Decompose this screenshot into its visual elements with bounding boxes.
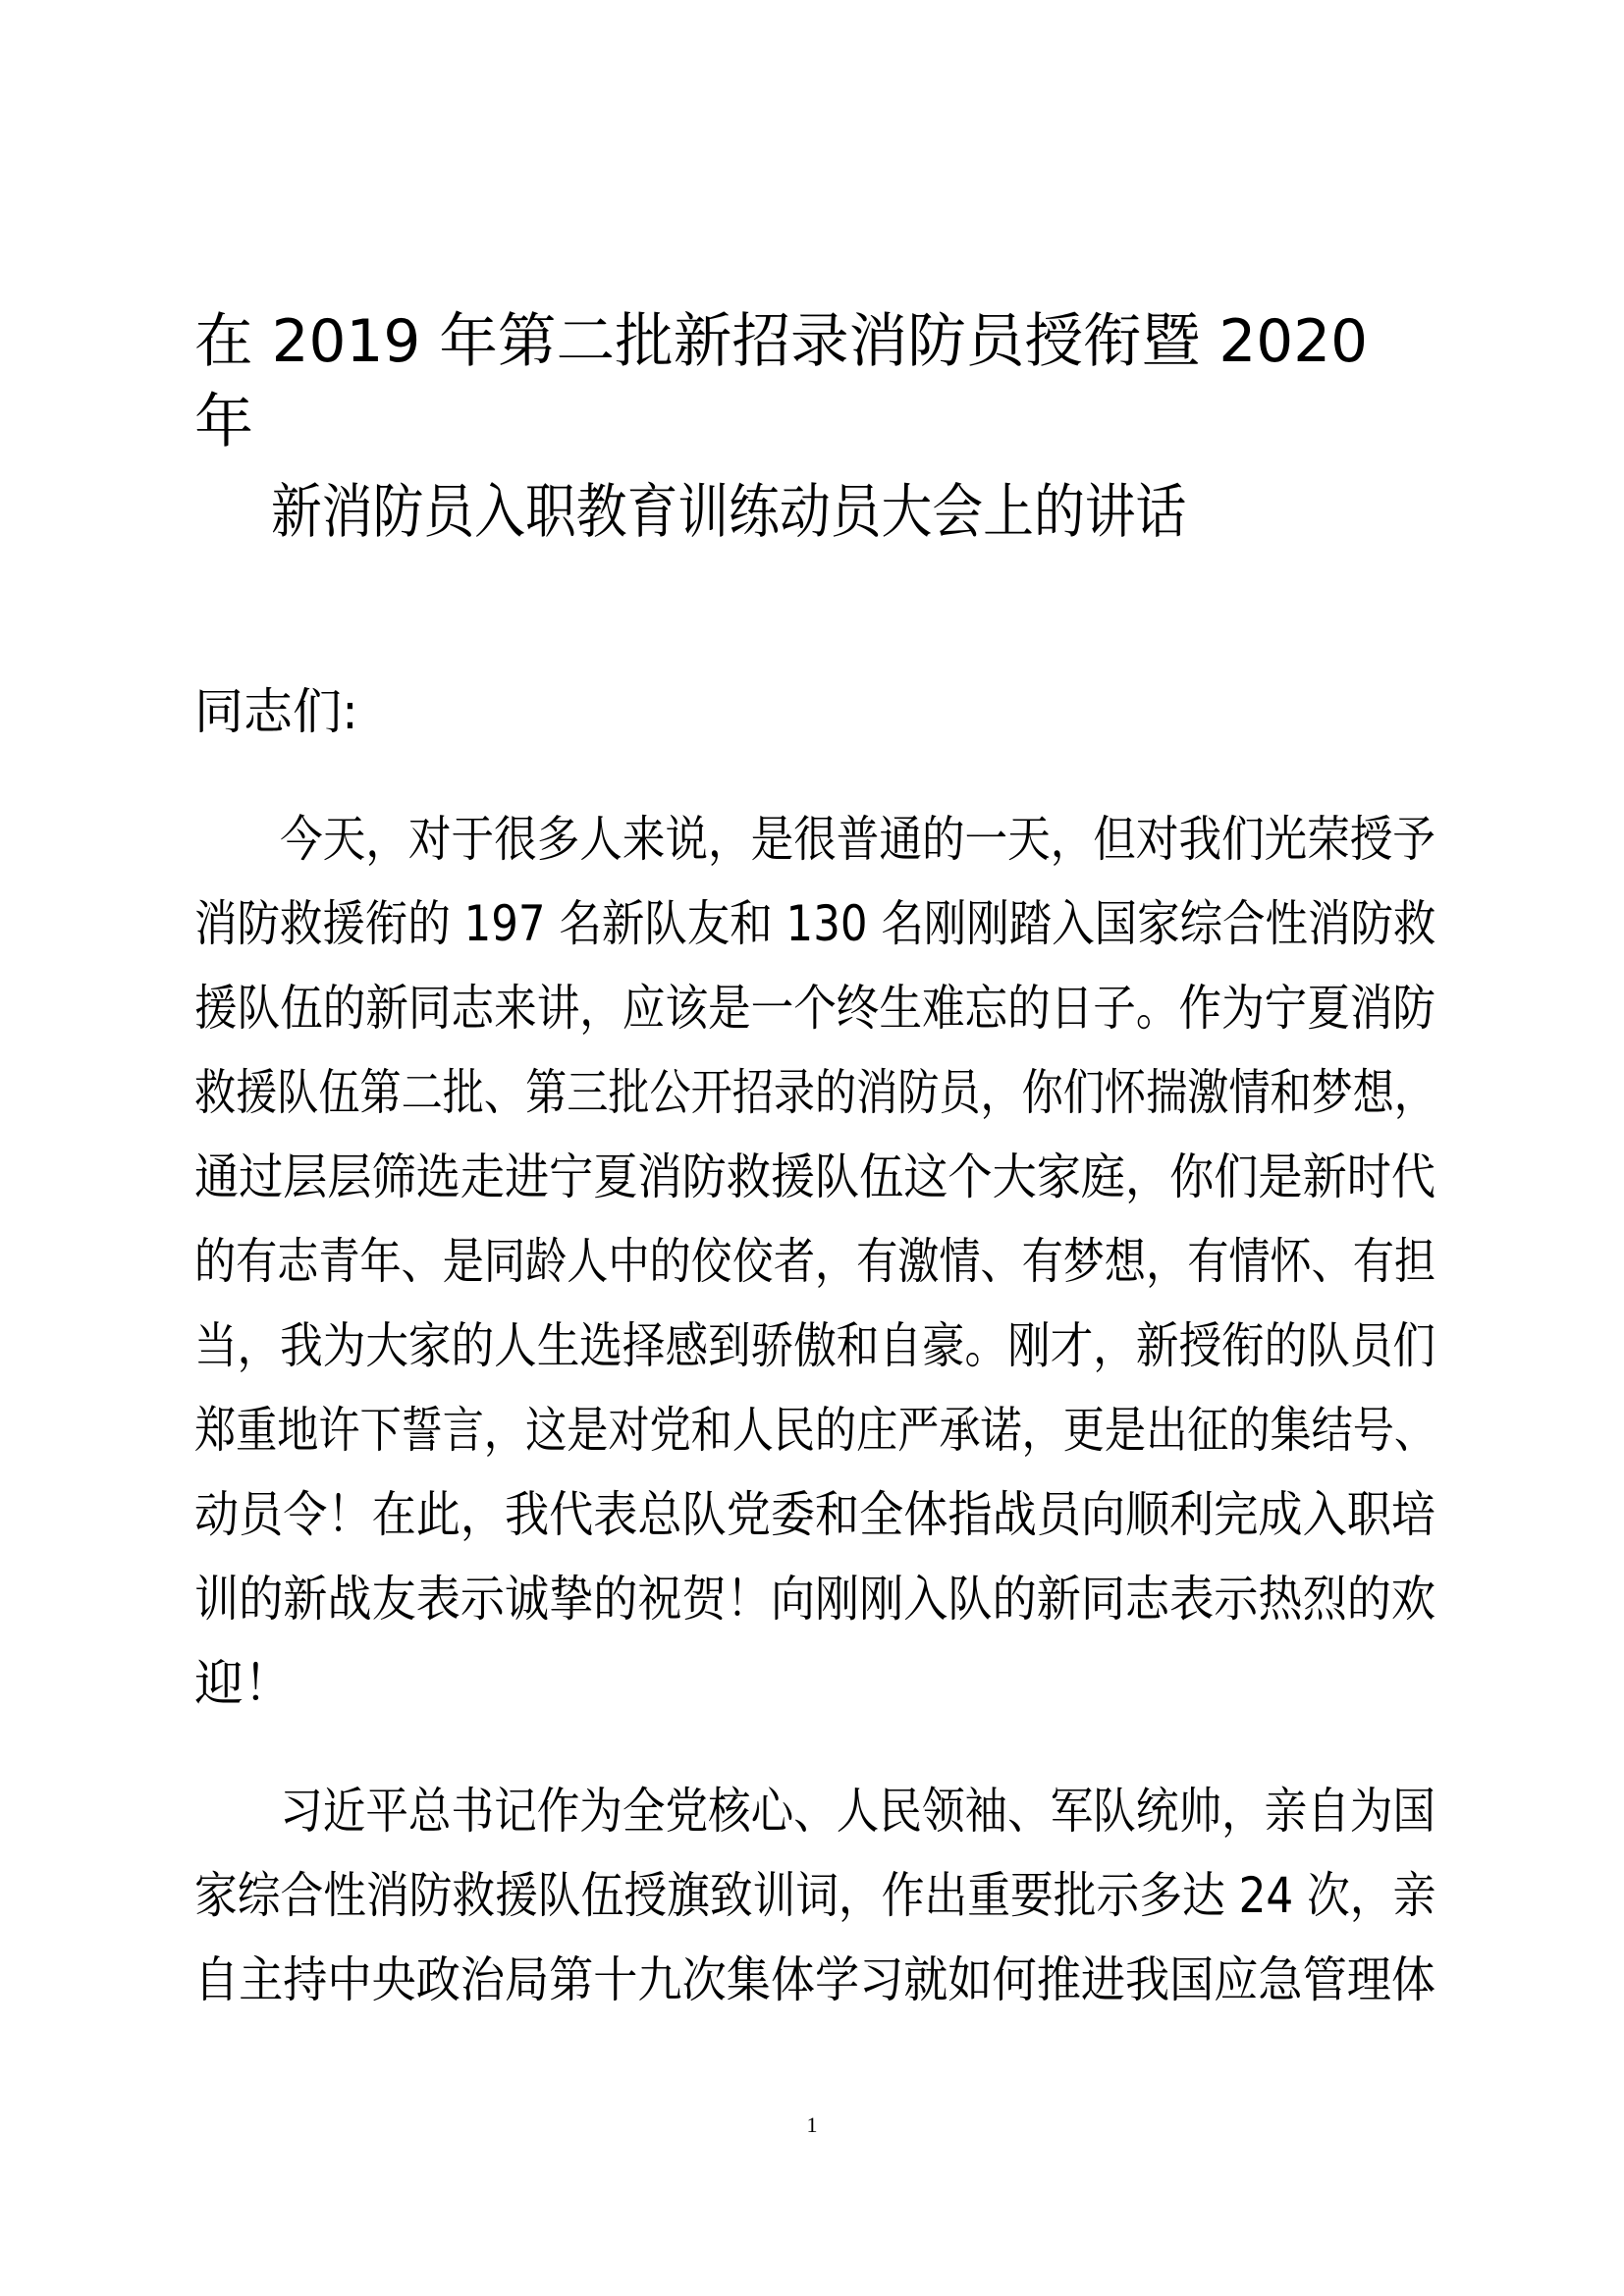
- title-line-1: 在 2019 年第二批新招录消防员授衔暨 2020: [194, 307, 1369, 376]
- paragraph-line: 迎！: [194, 1655, 293, 1712]
- salutation: 同志们:: [194, 683, 358, 740]
- paragraph-line: 动员令！在此，我代表总队党委和全体指战员向顺利完成入职培: [194, 1486, 1435, 1543]
- paragraph-line: 郑重地许下誓言，这是对党和人民的庄严承诺，更是出征的集结号、: [194, 1402, 1435, 1459]
- paragraph-line: 家综合性消防救援队伍授旗致训词，作出重要批示多达 24 次，亲: [194, 1867, 1436, 1924]
- paragraph-line: 当，我为大家的人生选择感到骄傲和自豪。刚才，新授衔的队员们: [194, 1317, 1435, 1374]
- title-line-2: 年: [194, 388, 253, 456]
- paragraph-line: 训的新战友表示诚挚的祝贺！向刚刚入队的新同志表示热烈的欢: [194, 1571, 1435, 1628]
- paragraph-line: 援队伍的新同志来讲，应该是一个终生难忘的日子。作为宁夏消防: [194, 980, 1435, 1037]
- paragraph-line: 自主持中央政治局第十九次集体学习就如何推进我国应急管理体: [194, 1951, 1435, 2008]
- page-number: 1: [806, 2112, 818, 2137]
- paragraph-line: 今天，对于很多人来说，是很普通的一天，但对我们光荣授予: [194, 811, 1435, 868]
- title-line-3: 新消防员入职教育训练动员大会上的讲话: [271, 478, 1187, 547]
- paragraph-line: 消防救援衔的 197 名新队友和 130 名刚刚踏入国家综合性消防救: [194, 895, 1436, 952]
- paragraph-line: 的有志青年、是同龄人中的佼佼者，有激情、有梦想，有情怀、有担: [194, 1233, 1435, 1290]
- paragraph-line: 救援队伍第二批、第三批公开招录的消防员，你们怀揣激情和梦想，: [194, 1064, 1435, 1121]
- paragraph-line: 通过层层筛选走进宁夏消防救援队伍这个大家庭，你们是新时代: [194, 1148, 1435, 1205]
- paragraph-line: 习近平总书记作为全党核心、人民领袖、军队统帅，亲自为国: [194, 1783, 1435, 1840]
